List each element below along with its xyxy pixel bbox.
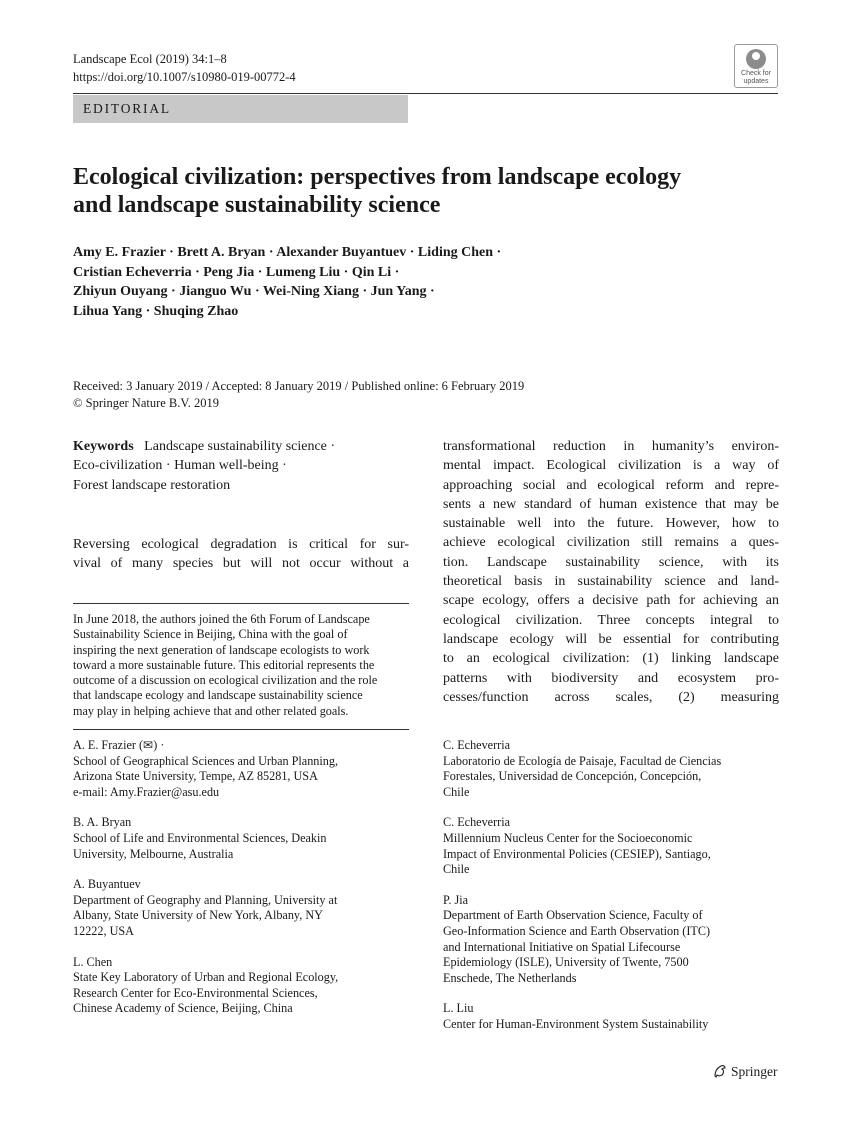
header-rule <box>73 93 778 94</box>
footnote-line: may play in helping achieve that and other related goals. <box>73 703 349 718</box>
author-list <box>73 243 773 321</box>
publisher-logo <box>712 1063 778 1080</box>
body-line: approaching social and ecological reform and repre- <box>443 477 779 493</box>
history-dates: Received: 3 January 2019 / Accepted: 8 January 2019 / Published online: 6 February 2019 <box>73 379 525 393</box>
body-line: scape ecology, offers a decisive path for achieving an <box>443 593 779 609</box>
affiliation-author: A. Buyantuev <box>73 877 141 892</box>
keyword-line: Landscape sustainability science · <box>144 439 336 454</box>
author-line: Zhiyun Ouyang · Jianguo Wu · Wei-Ning Xiang · Jun Yang · <box>73 284 435 299</box>
body-line: landscape ecology will be essential for contributing <box>443 631 779 647</box>
affiliations-left <box>73 738 409 1017</box>
body-line: vival of many species but will not occur without a <box>73 556 409 572</box>
bookmark-icon <box>746 49 766 69</box>
keywords-label: Keywords <box>73 439 134 454</box>
author-email[interactable]: e-mail: Amy.Frazier@asu.edu <box>73 784 220 799</box>
publisher-name: Springer <box>731 1064 778 1079</box>
body-left-column <box>73 535 409 574</box>
body-line: achieve ecological civilization still remains a ques- <box>443 535 779 551</box>
body-line: mental impact. Ecological civilization is a way of <box>443 458 779 474</box>
doi-link[interactable]: https://doi.org/10.1007/s10980-019-00772-4 <box>73 70 296 84</box>
footnote-line: Sustainability Science in Beijing, China with the goal of <box>73 627 348 642</box>
springer-horse-icon <box>712 1063 728 1079</box>
affiliation-block: B. A. Bryan School of Life and Environmental Sciences, Deakin University, Melbourne, Australia <box>73 815 409 862</box>
body-line: ecological civilization. Three concepts integral to <box>443 612 779 628</box>
footnote <box>73 612 409 719</box>
body-line: tion. Landscape sustainability science, with its <box>443 554 779 570</box>
affiliation-block: A. Buyantuev Department of Geography and Planning, University at Albany, State University of New York, Albany, NY 12222, USA <box>73 877 409 939</box>
affiliation-author: L. Chen <box>73 954 113 969</box>
affiliation-block: C. Echeverria Laboratorio de Ecología de Paisaje, Facultad de Ciencias Forestales, Universidad de Concepción, Concepción, Chile <box>443 738 779 800</box>
affiliation-author: B. A. Bryan <box>73 815 132 830</box>
footnote-line: In June 2018, the authors joined the 6th Forum of Landscape <box>73 612 370 626</box>
body-line: Reversing ecological degradation is critical for sur- <box>73 537 409 552</box>
section-label: EDITORIAL <box>83 101 171 116</box>
footnote-line: inspiring the next generation of landscape ecologists to work <box>73 642 370 657</box>
check-for-updates-badge[interactable] <box>734 44 778 88</box>
author-line: Lihua Yang · Shuqing Zhao <box>73 303 239 319</box>
affiliation-block: C. Echeverria Millennium Nucleus Center for the Socioeconomic Impact of Environmental Policies (CESIEP), Santiago, Chile <box>443 815 779 877</box>
copyright: © Springer Nature B.V. 2019 <box>73 395 220 410</box>
keyword-line: Eco-civilization · Human well-being · <box>73 458 287 474</box>
affiliation-rule <box>73 729 409 730</box>
affiliation-author: L. Liu <box>443 1001 474 1016</box>
article-title: Ecological civilization: perspectives from landscape ecology and landscape sustainability science <box>73 164 682 218</box>
affiliation-author: A. E. Frazier (✉) · <box>73 738 165 752</box>
author-line: Amy E. Frazier · Brett A. Bryan · Alexander Buyantuev · Liding Chen · <box>73 245 502 260</box>
affiliation-block: A. E. Frazier (✉) · School of Geographical Sciences and Urban Planning, Arizona State University, Tempe, AZ 85281, USA e-mail: Amy.Frazier@asu.edu <box>73 738 409 800</box>
journal-header <box>73 50 296 86</box>
body-line: to an ecological civilization: (1) linking landscape <box>443 651 779 667</box>
affiliation-block: L. Liu Center for Human-Environment System Sustainability <box>443 1001 779 1032</box>
body-line: theoretical basis in sustainability science and land- <box>443 574 779 590</box>
affiliation-block: P. Jia Department of Earth Observation Science, Faculty of Geo-Information Science and Earth Observation (ITC) and International Initiative on Spatial Lifecourse Epidemiology (ISLE), University of Twente, 7500 Enschede, The Netherlands <box>443 893 779 987</box>
body-line: transformational reduction in humanity’s environ- <box>443 439 779 454</box>
footnote-line: that landscape ecology and landscape sustainability science <box>73 688 363 703</box>
affiliation-block: L. Chen State Key Laboratory of Urban and Regional Ecology, Research Center for Eco-Environmental Sciences, Chinese Academy of Science, Beijing, China <box>73 955 409 1017</box>
affiliation-author: C. Echeverria <box>443 738 510 752</box>
body-line: sustainable well into the future. However, how to <box>443 516 779 532</box>
footnote-rule <box>73 603 409 604</box>
body-line: sents a new standard of human existence that may be <box>443 496 779 512</box>
keywords <box>73 437 409 495</box>
body-line: patterns with biodiversity and ecosystem pro- <box>443 670 779 686</box>
section-banner <box>73 95 408 123</box>
affiliations-right <box>443 738 779 1033</box>
body-right-column <box>443 437 779 707</box>
body-line: cesses/function across scales, (2) measuring <box>443 689 779 705</box>
publication-dates <box>73 378 773 411</box>
affiliation-author: P. Jia <box>443 892 469 907</box>
footnote-line: outcome of a discussion on ecological civilization and the role <box>73 673 378 688</box>
journal-citation: Landscape Ecol (2019) 34:1–8 <box>73 52 227 66</box>
footnote-line: toward a more sustainable future. This editorial represents the <box>73 657 375 672</box>
affiliation-author: C. Echeverria <box>443 815 510 830</box>
keyword-line: Forest landscape restoration <box>73 477 231 493</box>
check-for-updates-label: Check for updates <box>741 70 771 85</box>
author-line: Cristian Echeverria · Peng Jia · Lumeng Liu · Qin Li · <box>73 264 400 280</box>
